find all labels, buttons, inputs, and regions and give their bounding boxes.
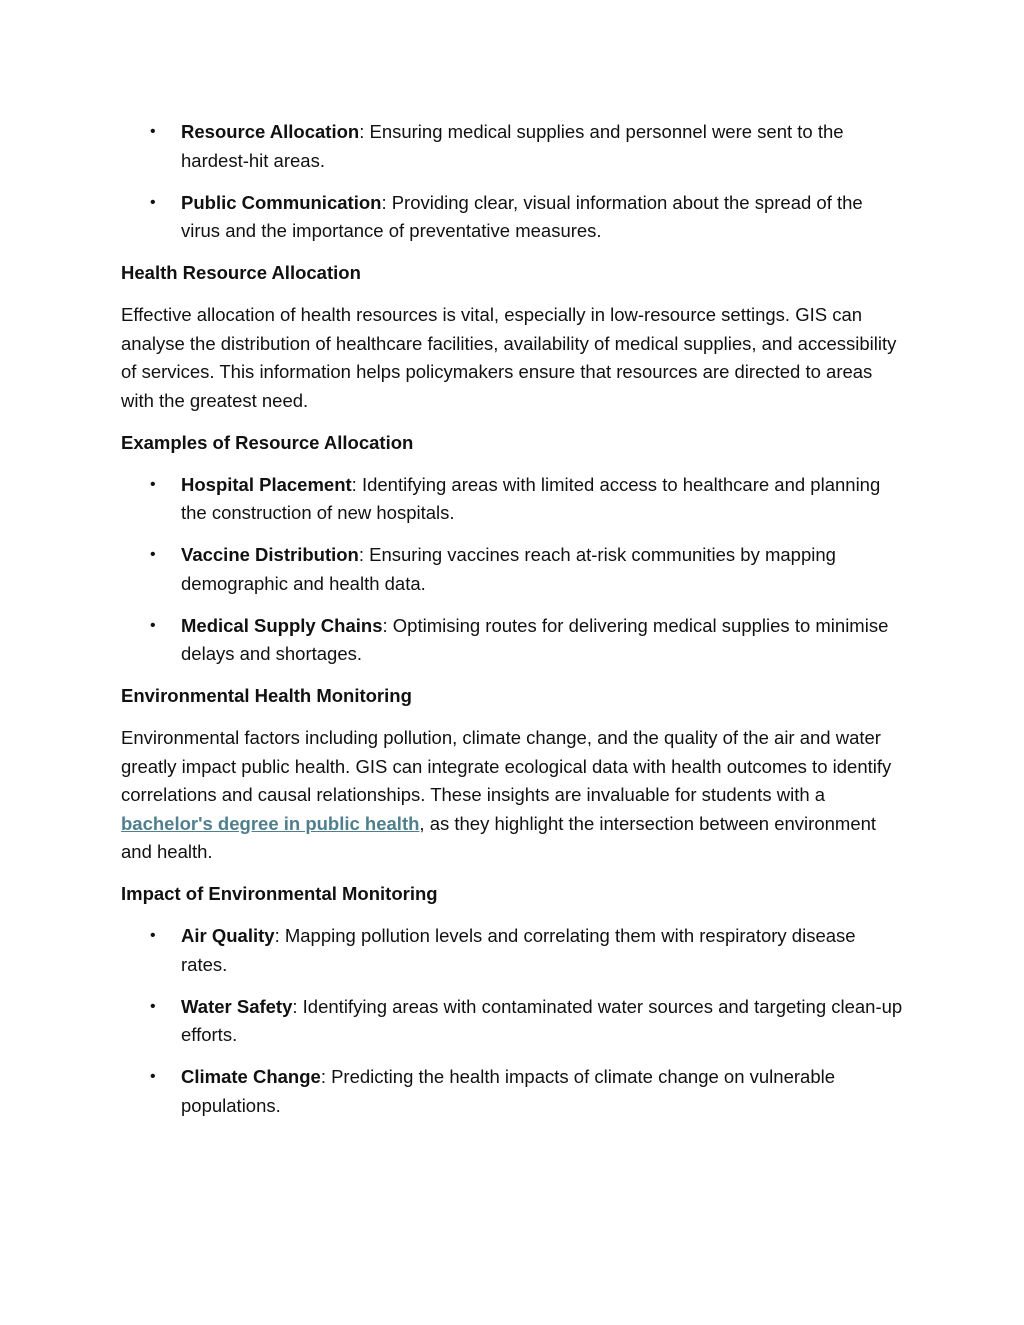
list-item-term: Hospital Placement [181, 473, 352, 495]
section-heading-examples: Examples of Resource Allocation [121, 431, 414, 453]
list-item-term: Resource Allocation [181, 121, 360, 142]
bullet-icon: • [150, 1068, 156, 1085]
list-item-term: Medical Supply Chains [181, 614, 383, 636]
list-item-term: Air Quality [181, 925, 275, 946]
public-health-degree-link[interactable]: bachelor's degree in public health [121, 812, 420, 834]
list-item [121, 471, 906, 528]
list-item-term: Water Safety [181, 995, 293, 1017]
bullet-icon: • [150, 616, 156, 634]
document-page [121, 118, 906, 1134]
list-item-term: Public Communication [181, 191, 382, 213]
examples-bullet-list [121, 471, 906, 669]
list-item [121, 993, 906, 1050]
intro-bullet-list [121, 118, 906, 246]
section-heading-impact: Impact of Environmental Monitoring [121, 883, 438, 904]
list-item-term: Vaccine Distribution [181, 544, 359, 565]
list-item-text: : Providing clear, visual information about the spread of the virus and the importance of preventative measures. [181, 191, 863, 241]
list-item-text: : Ensuring vaccines reach at-risk communities by mapping demographic and health data. [181, 544, 836, 594]
list-item-text: : Optimising routes for delivering medical supplies to minimise delays and shortages. [181, 614, 889, 664]
bullet-icon: • [150, 193, 156, 211]
section-heading-environmental-health: Environmental Health Monitoring [121, 685, 412, 706]
bullet-icon: • [150, 123, 156, 140]
list-item-term: Climate Change [181, 1066, 321, 1087]
list-item [121, 118, 906, 175]
environmental-paragraph [121, 724, 906, 867]
list-item [121, 612, 906, 669]
bullet-icon: • [150, 927, 156, 944]
bullet-icon: • [150, 997, 156, 1015]
health-resource-paragraph: Effective allocation of health resources is vital, especially in low-resource settings. GIS can analyse the distribution of healthcare facilities, availability of medical supplies, and accessibility of services. This information helps policymakers ensure that resources are directed to areas with the greatest need. [121, 304, 897, 411]
impact-bullet-list [121, 922, 906, 1120]
list-item-text: : Mapping pollution levels and correlating them with respiratory disease rates. [181, 925, 856, 975]
bullet-icon: • [150, 546, 156, 563]
list-item [121, 1063, 906, 1120]
paragraph-text: , as they highlight the intersection between environment and health. [121, 812, 877, 862]
list-item [121, 541, 906, 598]
bullet-icon: • [150, 475, 156, 493]
section-heading-health-resource-allocation: Health Resource Allocation [121, 262, 361, 283]
list-item [121, 189, 906, 246]
list-item-text: : Ensuring medical supplies and personnel were sent to the hardest-hit areas. [181, 121, 844, 171]
list-item-text: : Identifying areas with contaminated water sources and targeting clean-up efforts. [181, 995, 903, 1045]
list-item [121, 922, 906, 979]
paragraph-text: Environmental factors including pollution, climate change, and the quality of the air and water greatly impact public health. GIS can integrate ecological data with health outcomes to identify correlations and causal relationships. These insights are invaluable for students with a [121, 727, 892, 805]
list-item-text: : Identifying areas with limited access to healthcare and planning the construction of new hospitals. [181, 473, 881, 523]
list-item-text: : Predicting the health impacts of climate change on vulnerable populations. [181, 1066, 836, 1116]
